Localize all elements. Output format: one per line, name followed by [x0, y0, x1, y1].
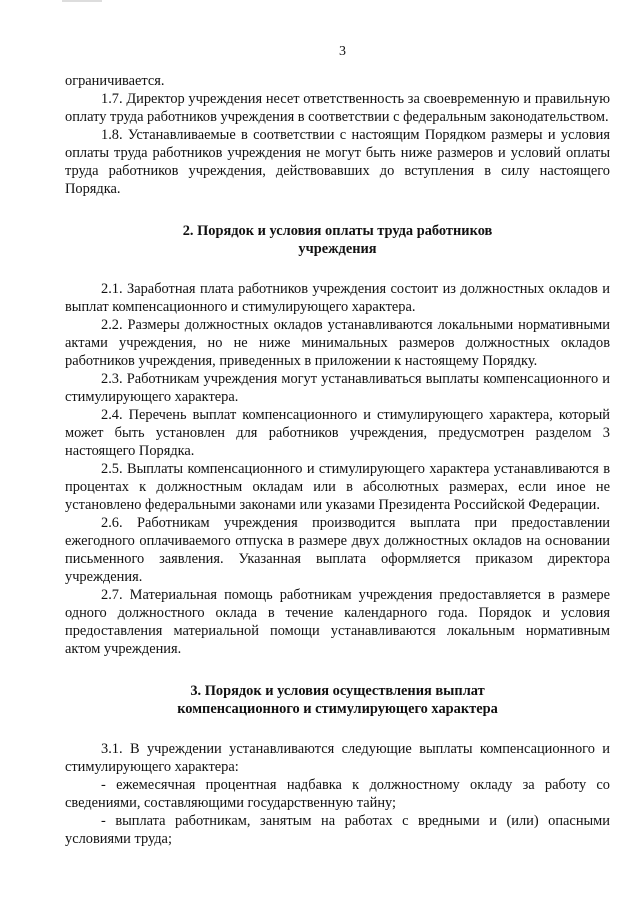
paragraph-2-6: 2.6. Работникам учреждения производится выплата при предоставлении ежегодного оплачиваемого отпуска в размере двух должностных окладов на основании письменного заявления. Указанная выплата оформляется приказом директора учреждения.: [65, 515, 610, 585]
section-3-title-line1: 3. Порядок и условия осуществления выплат: [190, 683, 485, 699]
paragraph-2-4: 2.4. Перечень выплат компенсационного и стимулирующего характера, который может быть установлен для работников учреждения, предусмотрен разделом 3 настоящего Порядка.: [65, 407, 610, 459]
paragraph-3-1: 3.1. В учреждении устанавливаются следующие выплаты компенсационного и стимулирующего характера:: [65, 741, 610, 775]
list-item-hazard-pay: - выплата работникам, занятым на работах с вредными и (или) опасными условиями труда;: [65, 813, 610, 847]
paragraph-1-8: 1.8. Устанавливаемые в соответствии с настоящим Порядком размеры и условия оплаты труда работников учреждения не могут быть ниже размеров и условий оплаты труда работников учреждения, действовавших до вступления в силу настоящего Порядка.: [65, 127, 610, 197]
paragraph-1-7: 1.7. Директор учреждения несет ответственность за своевременную и правильную оплату труда работников учреждения в соответствии с федеральным законодательством.: [65, 91, 610, 125]
scan-artifact: [62, 0, 102, 2]
section-3-heading: [65, 682, 610, 718]
paragraph-2-5: 2.5. Выплаты компенсационного и стимулирующего характера устанавливаются в процентах к должностным окладам или в абсолютных размерах, если иное не установлено федеральными законами или указами Президента Российской Федерации.: [65, 461, 610, 513]
paragraph-2-7: 2.7. Материальная помощь работникам учреждения предоставляется в размере одного должностного оклада в течение календарного года. Порядок и условия предоставления материальной помощи устанавливаются локальным нормативным актом учреждения.: [65, 587, 610, 657]
paragraph-2-3: 2.3. Работникам учреждения могут устанавливаться выплаты компенсационного и стимулирующего характера.: [65, 371, 610, 405]
section-2-heading: [65, 222, 610, 258]
paragraph-2-1: 2.1. Заработная плата работников учреждения состоит из должностных окладов и выплат компенсационного и стимулирующего характера.: [65, 281, 610, 315]
document-body: [65, 72, 610, 848]
section-2-title-line2: учреждения: [298, 241, 377, 257]
section-2-title-line1: 2. Порядок и условия оплаты труда работников: [182, 223, 493, 239]
intro-continuation: ограничивается.: [65, 73, 165, 89]
list-item-secret-bonus: - ежемесячная процентная надбавка к должностному окладу за работу со сведениями, составляющими государственную тайну;: [65, 777, 610, 811]
paragraph-2-2: 2.2. Размеры должностных окладов устанавливаются локальными нормативными актами учреждения, но не ниже минимальных размеров должностных окладов работников учреждения, приведенных в приложении к настоящему Порядку.: [65, 317, 610, 369]
page-number: 3: [339, 44, 346, 59]
section-3-title-line2: компенсационного и стимулирующего характера: [177, 701, 498, 717]
